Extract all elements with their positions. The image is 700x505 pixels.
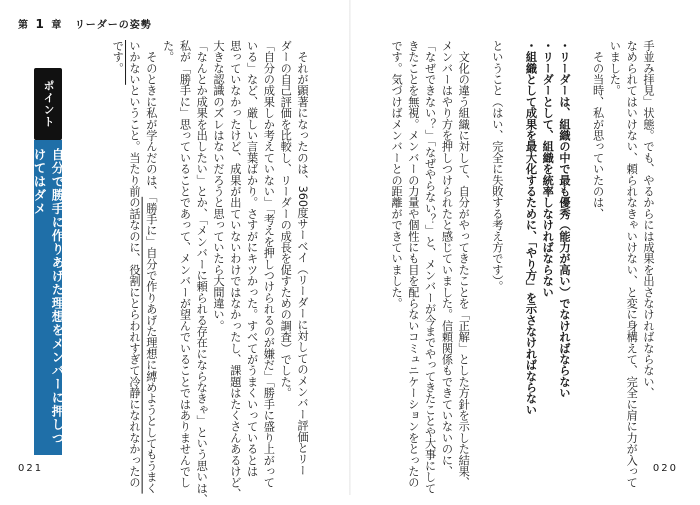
text-line: それが顕著になったのは、360度サーベイ（リーダーに対してのメンバー評価とリー [296, 40, 309, 476]
point-label-tag [34, 68, 62, 140]
text-line: 「なぜできない？」「なぜやらない？」と、メンバーが今までやってきたことや大事にして [423, 40, 437, 494]
bullet-item: ・組織として成果を最大化するために、「やり方」を示さなければならない [524, 40, 538, 416]
text-line: 文化の違う組織に対して、自分がやってきたことを「正解」とした方針を示した結果、 [457, 40, 471, 488]
text-line: 私が「勝手に」思っていることであって、メンバーが望んでいることではありませんでし [178, 40, 192, 488]
text-line: です。気づけばメンバーとの距離ができていました。 [390, 40, 404, 309]
text-line: ダーの自己評価を比較し、リーダーの成長を促すための調査）でした。 [279, 40, 293, 399]
text-line: 思っていなかったけど、成果が出ていないわけではなかったし、課題はたくさんあるけど、 [228, 40, 242, 500]
text-line: 大きな認識のズレはないだろうと思っていたら大間違い。 [212, 40, 226, 332]
chapter-prefix: 第 [18, 20, 29, 31]
text-line [142, 40, 159, 494]
text-line [505, 40, 522, 460]
text-line [572, 40, 589, 460]
book-gutter [349, 0, 351, 495]
text-line: 「自分の成果しか考えていない」「考えを押しつけられるのが嫌だ」「勝手に盛り上がって [262, 40, 276, 488]
point-label: ポイント [42, 80, 55, 128]
chapter-number: 1 [35, 17, 45, 31]
text-line: いました。 [608, 40, 622, 96]
bullet-item: ・リーダーは、組織の中で最も優秀（能力が高い）でなければならない [558, 40, 572, 399]
point-callout [32, 140, 65, 455]
chapter-title: リーダーの姿勢 [74, 20, 152, 31]
text-line: いる」など、厳しい言葉ばかり。さすがにキツかった。すべてがうまくいっているとは [245, 40, 259, 477]
bullet-item: ・リーダーとして、組織を統率しなければならない [541, 40, 555, 298]
point-callout-text: 自分で勝手に作りあげた理想をメンバーに押しつけてはダメ [32, 148, 65, 445]
underlined-phrase: いかない [128, 40, 142, 85]
paragraph-lead: そのときに私が学んだのは、 [144, 40, 158, 197]
text-line [471, 40, 488, 460]
text-line [125, 40, 142, 489]
page-number-right: 020 [652, 463, 678, 474]
text-line: ということ（はい、完全に失敗する考え方です）。 [490, 40, 504, 292]
text-line: メンバーはやり方を押しつけられたと感じていました。信頼関係もできていないのに、 [440, 40, 454, 477]
paragraph-tail: ということ。当たり前の話なのに、役割にとらわれすぎて冷静になれなかったの [128, 84, 142, 489]
text-line: 手並み拝見」状態。でも、やるからには成果を出さなければならない、 [642, 40, 655, 399]
running-header [18, 16, 152, 31]
right-page-text [386, 40, 656, 494]
text-line: その当時、私が思っていたのは、 [591, 40, 605, 220]
text-line: です。 [111, 40, 125, 74]
text-line: きたことを無視。メンバーの力量や個性にも目を配らないコミュニケーションをとったの [406, 40, 420, 488]
page-number-left: 021 [18, 463, 44, 474]
underlined-phrase: 「勝手に」自分で作りあげた理想に縛めようとしてもうまく [144, 196, 158, 494]
text-line: た。 [161, 40, 175, 63]
left-page-text [82, 40, 310, 505]
text-line: 「なんとか成果を出したい」とか、「メンバーに頼られる存在にならなきゃ」という思いは、 [195, 40, 209, 505]
text-line: なめられてはいけない、頼られなきゃいけない、と変に身構えて、完全に肩に力が入って [625, 40, 639, 488]
chapter-suffix: 章 [51, 20, 63, 31]
